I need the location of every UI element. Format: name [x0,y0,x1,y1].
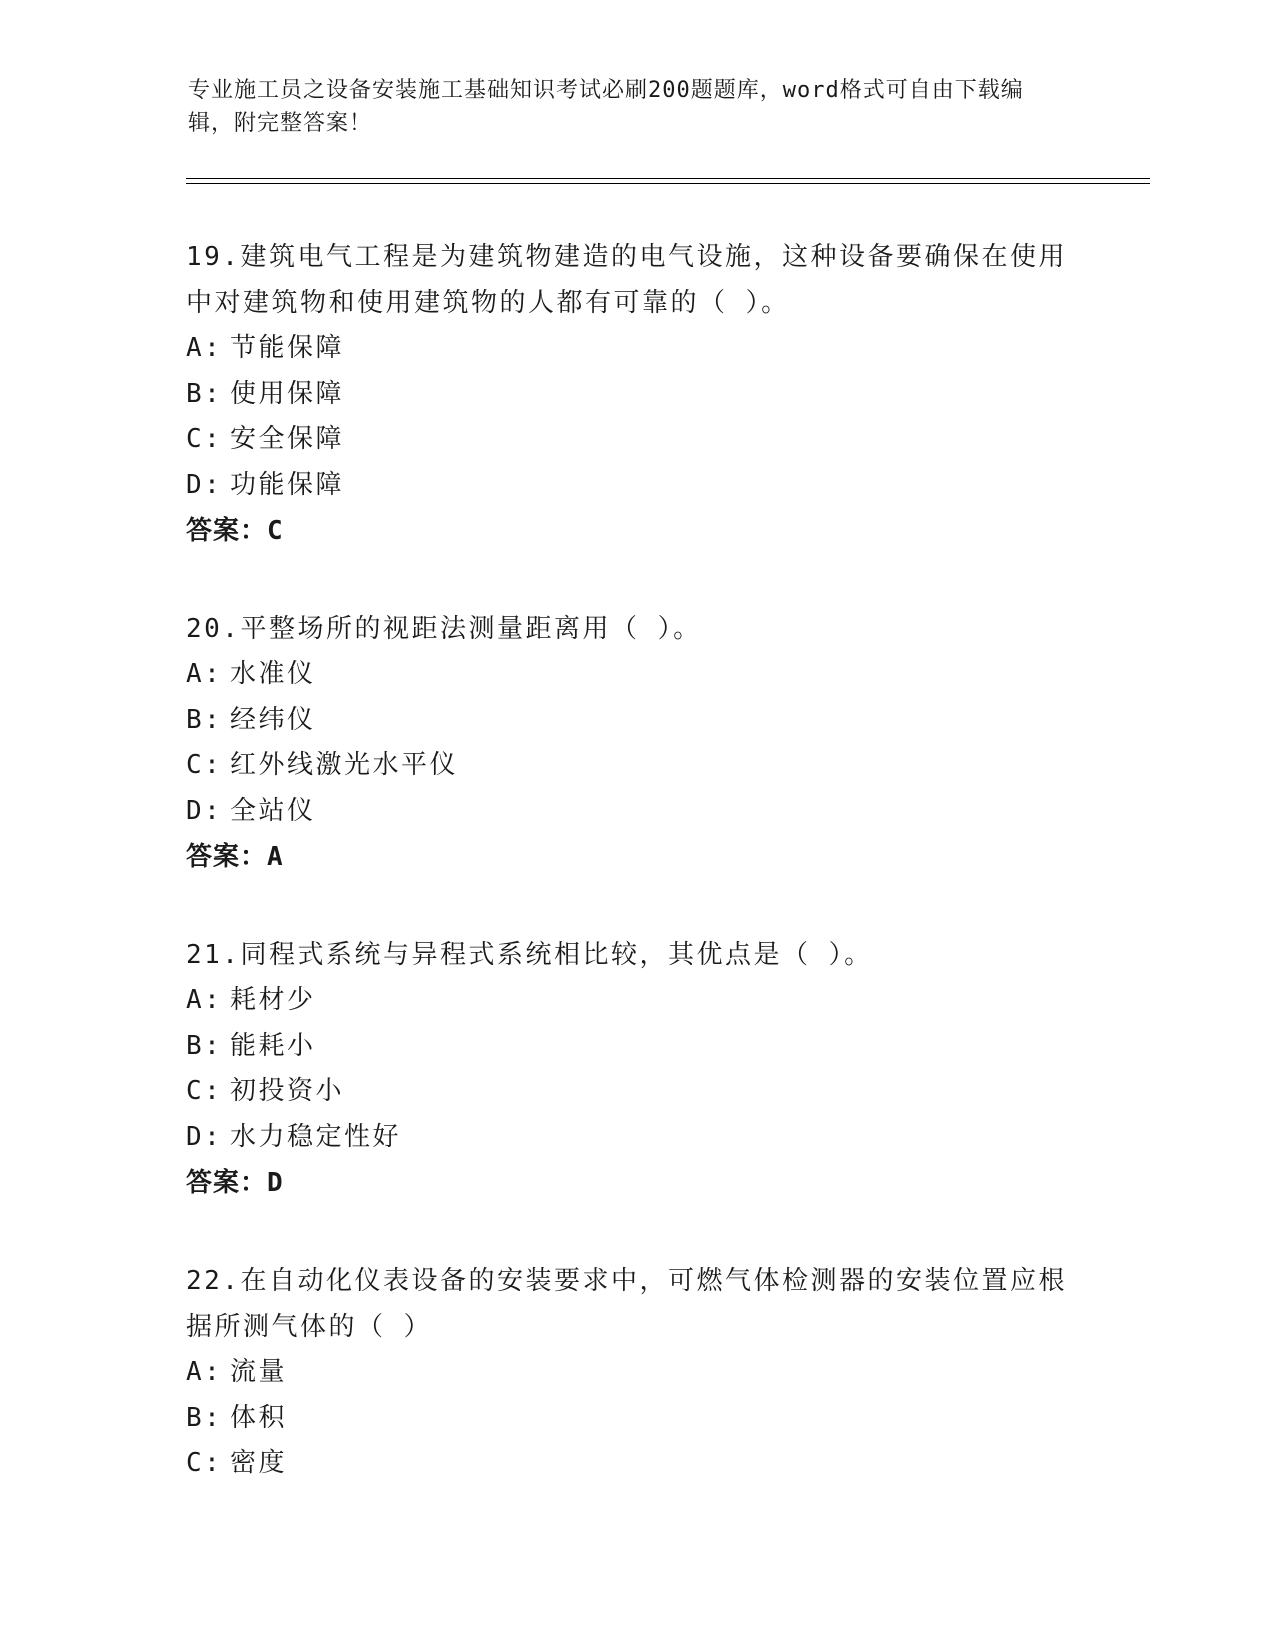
question-19 [186,234,1086,554]
option-key: B: [186,378,223,409]
option-key: B: [186,1402,223,1433]
option-key: A: [186,659,223,689]
document-header: 专业施工员之设备安装施工基础知识考试必刷200题题库，word格式可自由下载编辑，附完整答案！ [188,78,1024,136]
option-text: 使用保障 [230,378,345,409]
header-divider-bottom [186,183,1150,184]
header-divider-top [186,178,1150,179]
option-b [186,1396,1086,1442]
option-b [186,698,1086,744]
option-a [186,326,1086,372]
option-key: A: [186,1357,223,1387]
question-stem: 22.在自动化仪表设备的安装要求中，可燃气体检测器的安装位置应根据所测气体的（ ） [186,1266,1067,1342]
question-stem: 20.平整场所的视距法测量距离用（ ）。 [186,614,702,644]
option-d [186,1115,1086,1161]
option-text: 流量 [230,1357,288,1387]
option-c [186,743,1086,789]
option-d [186,789,1086,835]
option-key: C: [186,1076,223,1106]
question-20 [186,606,1086,880]
option-key: C: [186,424,223,454]
option-c [186,417,1086,463]
question-stem: 19.建筑电气工程是为建筑物建造的电气设施，这种设备要确保在使用中对建筑物和使用建筑物的人都有可靠的（ ）。 [186,242,1067,318]
option-key: A: [186,333,223,363]
option-key: C: [186,750,223,780]
option-text: 水准仪 [230,659,316,689]
option-key: D: [186,469,223,500]
option-text: 初投资小 [230,1076,345,1106]
option-c [186,1441,1086,1487]
question-list [186,234,1086,1539]
option-a [186,1350,1086,1396]
option-d [186,463,1086,509]
option-key: B: [186,1030,223,1061]
option-key: C: [186,1448,223,1478]
option-text: 全站仪 [230,795,316,826]
option-text: 经纬仪 [230,704,316,735]
question-22 [186,1258,1086,1487]
question-stem: 21.同程式系统与异程式系统相比较，其优点是（ ）。 [186,940,873,970]
option-text: 节能保障 [230,333,345,363]
answer: 答案：D [186,1168,284,1198]
option-text: 水力稳定性好 [230,1121,402,1152]
answer: 答案：C [186,516,284,546]
option-b [186,1024,1086,1070]
question-21 [186,932,1086,1206]
option-a [186,652,1086,698]
option-text: 能耗小 [230,1030,316,1061]
answer: 答案：A [186,842,284,872]
option-text: 耗材少 [230,985,316,1015]
option-key: D: [186,795,223,826]
option-c [186,1069,1086,1115]
option-b [186,372,1086,418]
option-key: B: [186,704,223,735]
option-text: 红外线激光水平仪 [230,750,459,780]
option-key: A: [186,985,223,1015]
option-text: 体积 [230,1402,288,1433]
option-text: 安全保障 [230,424,345,454]
option-text: 密度 [230,1448,288,1478]
option-a [186,978,1086,1024]
option-key: D: [186,1121,223,1152]
option-text: 功能保障 [230,469,345,500]
